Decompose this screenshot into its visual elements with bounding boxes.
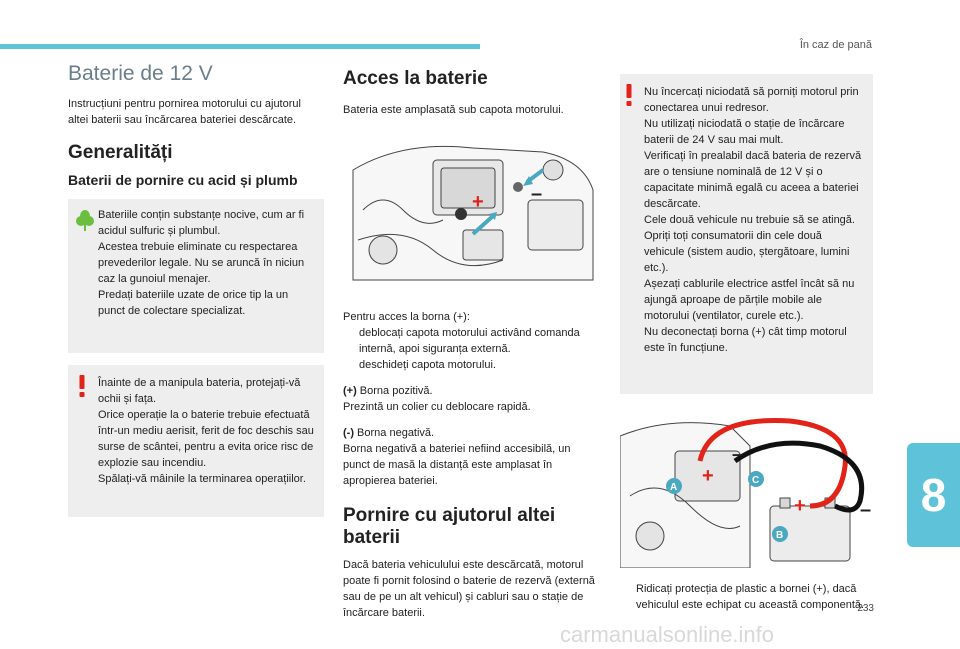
label-a: A [670, 482, 678, 493]
list-item: Ridicați protecția de plastic a bornei (+), dacă vehiculul este echipat cu această componentă. [636, 583, 865, 611]
heading-lead-acid: Baterii de pornire cu acid și plumb [68, 172, 298, 188]
plus-marker: + [702, 465, 714, 487]
access-lead: Pentru acces la borna (+): [343, 311, 470, 323]
chapter-header: În caz de pană [799, 39, 872, 51]
section-title: Baterie de 12 V [68, 62, 213, 85]
warning-box [68, 365, 324, 517]
minus-marker: – [732, 444, 743, 464]
negative-terminal-text: (-) Borna negativă. Borna negativă a bateriei nefiind accesibilă, un punct de masă la distanță este amplasat în apropierea bateriei. [343, 427, 571, 487]
chapter-tab: 8 [907, 443, 960, 547]
eco-text: Bateriile conțin substanțe nocive, cum ar fi acidul sulfuric și plumbul. Acestea trebuie eliminate cu respectarea prevederilor legale. Nu se aruncă în niciun caz la gunoiul menajer. Predați bateriile uzate de orice tip la un punct de colectare specializat. [98, 209, 305, 317]
heading-jump-start: Pornire cu ajutorul altei baterii [343, 505, 556, 548]
recycle-leaf-icon [76, 209, 94, 231]
heading-general: Generalități [68, 142, 173, 163]
warning-text: Înainte de a manipula bateria, protejați-vă ochii și fața. Orice operație la o baterie trebuie efectuată într-un mediu aerisit, ferit de foc deschis sau surse de scântei, pentru a evita orice risc de explozie sau incendiu. Spălați-vă mâinile la terminarea operațiilor. [98, 377, 314, 485]
warning-exclamation-icon [623, 84, 635, 106]
jump-start-steps [620, 581, 873, 613]
positive-terminal-text: (+) Borna pozitivă. Prezintă un colier cu deblocare rapidă. [343, 385, 531, 413]
column-1 [68, 62, 324, 517]
plus-marker-rescue: + [794, 495, 806, 517]
page-number: 233 [857, 603, 874, 614]
warning-exclamation-icon [76, 375, 88, 397]
jump-cables-illustration [620, 406, 873, 568]
jump-start-text: Dacă bateria vehiculului este descărcată, motorul poate fi pornit folosind o baterie de rezervă (externă sau de pe un alt vehicul) și cabluri sau o stație de încărcare baterii. [343, 559, 595, 619]
minus-marker: – [531, 183, 543, 205]
label-c: C [752, 475, 760, 486]
list-item: deschideți capota motorului. [359, 359, 496, 371]
eco-info-box [68, 199, 324, 353]
watermark: carmanualsonline.info [560, 622, 775, 647]
access-intro: Bateria este amplasată sub capota motorului. [343, 104, 564, 116]
column-3 [620, 62, 873, 613]
intro-text: Instrucțiuni pentru pornirea motorului cu ajutorul altei baterii sau încărcarea bateriei descărcate. [68, 98, 301, 126]
top-accent-bar [0, 44, 480, 49]
jump-start-warning-text: Nu încercați niciodată să porniți motorul prin conectarea unui redresor. Nu utilizați niciodată o stație de încărcare baterii de 24 V sau mai mult. Verificați în prealabil dacă bateria de rezervă are o tensiune nominală de 12 V și o capacitate minimă egală cu aceea a bateriei descărcate. Cele două vehicule nu trebuie să se atingă. Opriți toți consumatorii din cele două vehicule (sistem audio, ștergătoare, lumini etc.). Așezați cablurile electrice astfel încât să nu ajungă aproape de părțile mobile ale motorului (ventilator, curele etc.). Nu deconectați borna (+) cât timp motorul este în funcțiune. [644, 86, 862, 354]
engine-battery-illustration [343, 130, 598, 290]
plus-marker: + [472, 191, 484, 213]
list-item: deblocați capota motorului activând comanda internă, apoi siguranța externă. [359, 327, 580, 355]
column-2 [343, 62, 598, 621]
label-b: B [776, 530, 784, 541]
jump-start-warning-box [620, 74, 873, 394]
minus-marker-rescue: – [860, 499, 872, 521]
access-steps [343, 325, 598, 373]
heading-battery-access: Acces la baterie [343, 68, 488, 89]
